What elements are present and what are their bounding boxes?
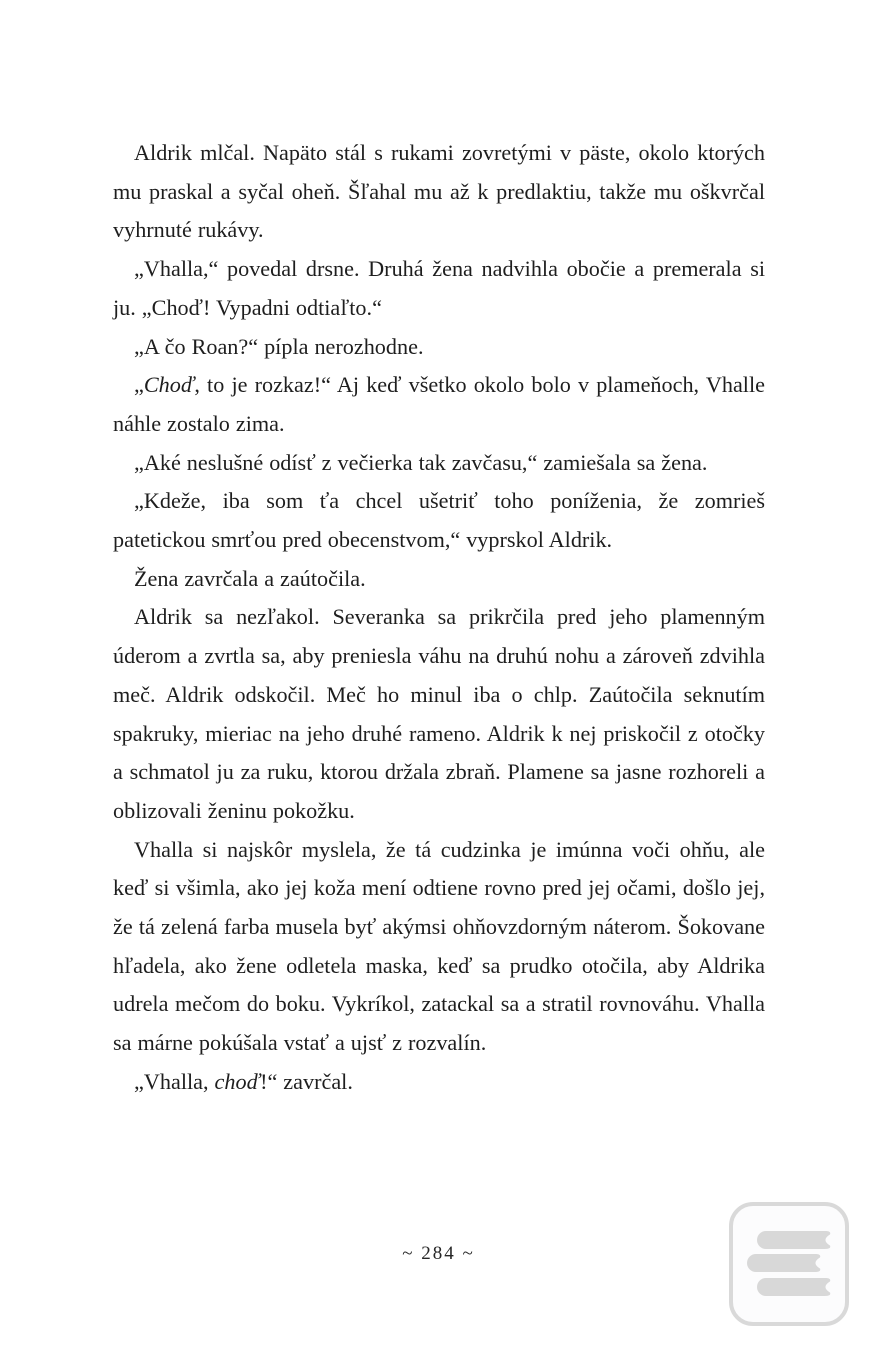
- paragraph: [113, 1063, 765, 1102]
- paragraph: [113, 831, 765, 1063]
- text-segment: „A čo Roan?“ pípla nerozhodne.: [134, 333, 424, 359]
- paragraph: [113, 482, 765, 559]
- paragraph: [113, 560, 765, 599]
- text-segment: Vhalla si najskôr myslela, že tá cudzinka je imúnna voči ohňu, ale keď si všimla, ako jej koža mení odtiene rovno pred jej očami, došlo jej, že tá zelená farba musela byť akýmsi ohňovzdorným náterom. Šokovane hľadela, ako žene odletela maska, keď sa prudko otočila, aby Aldrika udrela mečom do boku. Vykríkol, zatackal sa a stratil rovnováhu. Vhalla sa márne pokúšala vstať a ujsť z rozvalín.: [113, 836, 765, 1056]
- text-segment: „Vhalla,: [134, 1068, 215, 1094]
- italic-text-segment: choď: [214, 1068, 261, 1094]
- text-segment: Aldrik mlčal. Napäto stál s rukami zovretými v päste, okolo ktorých mu praskal a syčal oheň. Šľahal mu až k predlaktiu, takže mu oškvrčal vyhrnuté rukávy.: [113, 140, 765, 243]
- body-text: [113, 134, 765, 1102]
- text-segment: , to je rozkaz!“ Aj keď všetko okolo bolo v plameňoch, Vhalle náhle zostalo zima.: [113, 372, 765, 436]
- book-icon: [757, 1231, 830, 1249]
- text-segment: Žena zavrčala a zaútočila.: [134, 565, 366, 591]
- text-segment: „: [134, 372, 144, 398]
- paragraph: [113, 134, 765, 250]
- text-segment: „Vhalla,“ povedal drsne. Druhá žena nadvihla obočie a premerala si ju. „Choď! Vypadni odtiaľto.“: [113, 256, 765, 320]
- paragraph: [113, 444, 765, 483]
- text-segment: „Aké neslušné odísť z večierka tak zavčasu,“ zamiešala sa žena.: [134, 449, 708, 475]
- book-icon: [747, 1254, 820, 1272]
- paragraph: [113, 598, 765, 830]
- book-icon: [757, 1278, 830, 1296]
- paragraph: [113, 250, 765, 327]
- text-segment: Aldrik sa nezľakol. Severanka sa prikrčila pred jeho plamenným úderom a zvrtla sa, aby preniesla váhu na druhú nohu a zároveň zdvihla meč. Aldrik odskočil. Meč ho minul iba o chlp. Zaútočila seknutím spakruky, mieriac na jeho druhé rameno. Aldrik k nej priskočil z otočky a schmatol ju za ruku, ktorou držala zbraň. Plamene sa jasne rozhoreli a oblizovali ženinu pokožku.: [113, 604, 765, 823]
- paragraph: [113, 366, 765, 443]
- text-segment: !“ zavrčal.: [260, 1068, 353, 1094]
- italic-text-segment: Choď: [143, 372, 195, 398]
- paragraph: [113, 328, 765, 367]
- bookstore-logo: [729, 1202, 849, 1326]
- text-segment: „Kdeže, iba som ťa chcel ušetriť toho poníženia, že zomrieš patetickou smrťou pred obecenstvom,“ vyprskol Aldrik.: [113, 488, 765, 553]
- page-number: ~ 284 ~: [402, 1243, 475, 1264]
- book-stack-icon: [729, 1202, 849, 1326]
